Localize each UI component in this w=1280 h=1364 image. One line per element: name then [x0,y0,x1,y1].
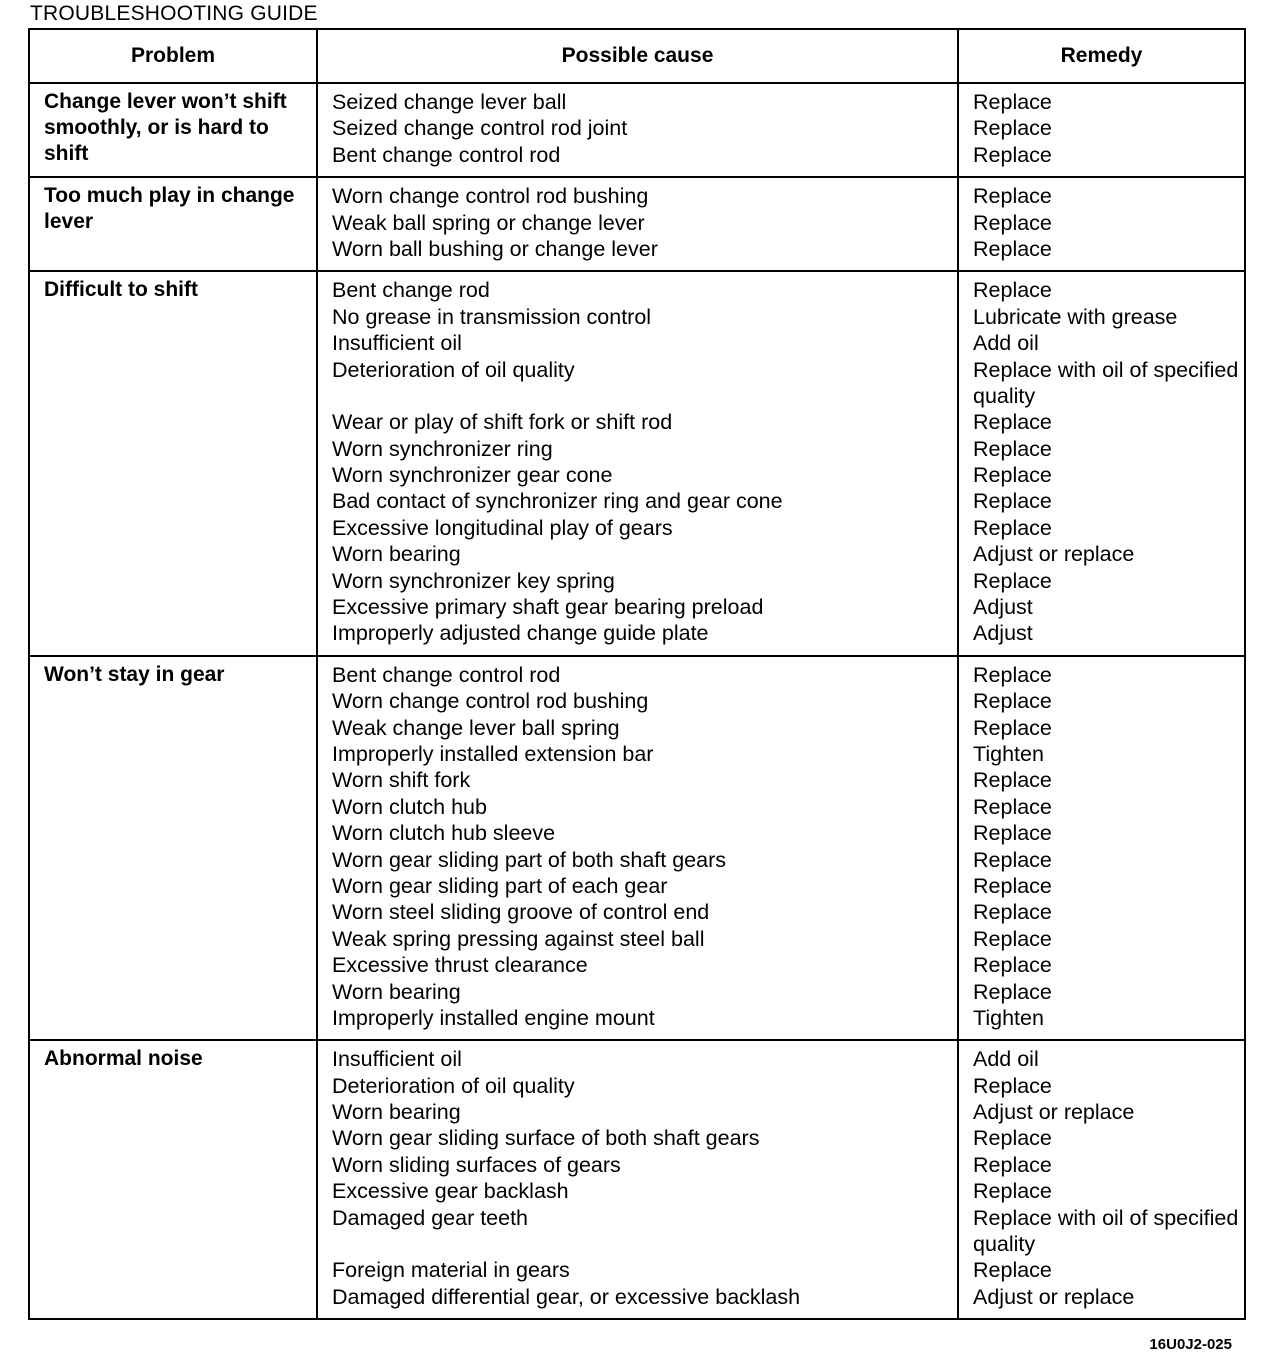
cause-cell [317,656,958,1040]
remedy-item: Replace [973,689,1052,714]
remedy-item: Replace [973,515,1052,540]
cause-item: Damaged gear teeth [332,1205,529,1230]
cause-item: Worn clutch hub [332,794,487,819]
cause-item: Worn bearing [332,542,461,567]
remedy-item: Replace with oil of specified quality [973,1205,1239,1257]
cause-item: Wear or play of shift fork or shift rod [332,410,673,435]
cause-item: Worn gear sliding part of each gear [332,873,668,898]
table-row [29,656,1245,1040]
remedy-item: Adjust [973,621,1033,646]
remedy-item: Replace [973,1152,1052,1177]
header-possible-cause: Possible cause [317,29,958,83]
remedy-item: Lubricate with grease [973,304,1178,329]
remedy-item: Replace [973,278,1052,303]
remedy-cell [958,656,1245,1040]
problem-cell: Too much play in change lever [29,177,317,271]
table-body [29,83,1245,1319]
table-row [29,83,1245,177]
cause-item: Worn bearing [332,1100,461,1125]
table-row [29,177,1245,271]
remedy-item: Replace [973,979,1052,1004]
remedy-item: Replace [973,873,1052,898]
header-remedy: Remedy [958,29,1245,83]
cause-item: Worn synchronizer key spring [332,568,615,593]
problem-cell: Difficult to shift [29,271,317,655]
cause-item: Worn shift fork [332,768,471,793]
remedy-item: Add oil [973,331,1039,356]
remedy-item: Replace [973,463,1052,488]
remedy-item: Replace [973,953,1052,978]
remedy-item: Replace [973,210,1052,235]
remedy-item: Replace [973,1258,1052,1283]
remedy-item: Replace [973,926,1052,951]
cause-item: Excessive gear backlash [332,1179,569,1204]
cause-item: Improperly installed engine mount [332,1005,655,1030]
remedy-item: Tighten [973,742,1044,766]
remedy-item: Adjust [973,595,1033,620]
cause-item: Worn synchronizer ring [332,436,553,461]
cause-item: Bent change control rod [332,662,561,687]
remedy-item: Replace [973,900,1052,925]
header-problem: Problem [29,29,317,83]
remedy-item: Replace [973,90,1052,114]
remedy-cell [958,271,1245,655]
remedy-item: Adjust or replace [973,542,1135,567]
problem-cell: Abnormal noise [29,1040,317,1319]
remedy-item: Replace [973,821,1052,846]
remedy-item: Replace [973,1126,1052,1151]
cause-item: Foreign material in gears [332,1258,570,1283]
cause-item: Deterioration of oil quality [332,1073,575,1098]
problem-cell: Won’t stay in gear [29,656,317,1040]
remedy-item: Replace [973,794,1052,819]
cause-item: Seized change lever ball [332,90,567,114]
remedy-cell [958,177,1245,271]
cause-item: Damaged differential gear, or excessive backlash [332,1284,801,1309]
remedy-item: Tighten [973,1005,1044,1030]
cause-item: Weak spring pressing against steel ball [332,926,705,951]
remedy-item: Replace [973,847,1052,872]
cause-item: Insufficient oil [332,1047,462,1072]
cause-item: Worn change control rod bushing [332,689,649,714]
cause-item: Deterioration of oil quality [332,357,575,382]
remedy-item: Replace [973,116,1052,141]
cause-item: Weak ball spring or change lever [332,210,645,235]
page-title: TROUBLESHOOTING GUIDE [30,2,318,25]
remedy-cell [958,83,1245,177]
cause-item: Improperly adjusted change guide plate [332,621,709,646]
table-row [29,1040,1245,1319]
cause-item: Worn gear sliding surface of both shaft gears [332,1126,760,1151]
cause-item: Worn steel sliding groove of control end [332,900,710,925]
cause-item: Insufficient oil [332,331,462,356]
cause-item: Bad contact of synchronizer ring and gear cone [332,489,783,514]
remedy-item: Adjust or replace [973,1284,1135,1309]
troubleshooting-table [28,28,1246,1320]
table-row [29,271,1245,655]
remedy-item: Replace [973,662,1052,687]
remedy-cell [958,1040,1245,1319]
remedy-item: Adjust or replace [973,1100,1135,1125]
remedy-item: Replace [973,489,1052,514]
cause-item: Worn clutch hub sleeve [332,821,556,846]
remedy-item: Replace [973,236,1052,261]
cause-cell [317,177,958,271]
cause-item: Bent change control rod [332,142,561,167]
cause-item: Worn sliding surfaces of gears [332,1152,621,1177]
cause-item: Worn ball bushing or change lever [332,236,658,261]
remedy-item: Replace [973,715,1052,740]
cause-item: Excessive primary shaft gear bearing preload [332,595,764,620]
cause-item: Seized change control rod joint [332,116,628,141]
cause-item: No grease in transmission control [332,304,652,329]
remedy-item: Replace [973,410,1052,435]
cause-item: Excessive thrust clearance [332,953,588,978]
cause-item: Improperly installed extension bar [332,742,654,766]
remedy-item: Replace with oil of specified quality [973,357,1239,408]
cause-item: Weak change lever ball spring [332,715,620,740]
cause-item: Worn gear sliding part of both shaft gears [332,847,726,872]
remedy-item: Replace [973,142,1052,167]
cause-item: Worn change control rod bushing [332,184,649,209]
remedy-item: Replace [973,184,1052,209]
cause-item: Excessive longitudinal play of gears [332,515,673,540]
remedy-item: Replace [973,768,1052,793]
header-row [29,29,1245,83]
cause-item: Bent change rod [332,278,490,303]
cause-cell [317,83,958,177]
cause-item: Worn bearing [332,979,461,1004]
remedy-item: Replace [973,436,1052,461]
problem-cell: Change lever won’t shift smoothly, or is hard to shift [29,83,317,177]
remedy-item: Add oil [973,1047,1039,1072]
remedy-item: Replace [973,1073,1052,1098]
cause-item: Worn synchronizer gear cone [332,463,613,488]
figure-code: 16U0J2-025 [1149,1336,1232,1353]
remedy-item: Replace [973,568,1052,593]
cause-cell [317,271,958,655]
remedy-item: Replace [973,1179,1052,1204]
cause-cell [317,1040,958,1319]
